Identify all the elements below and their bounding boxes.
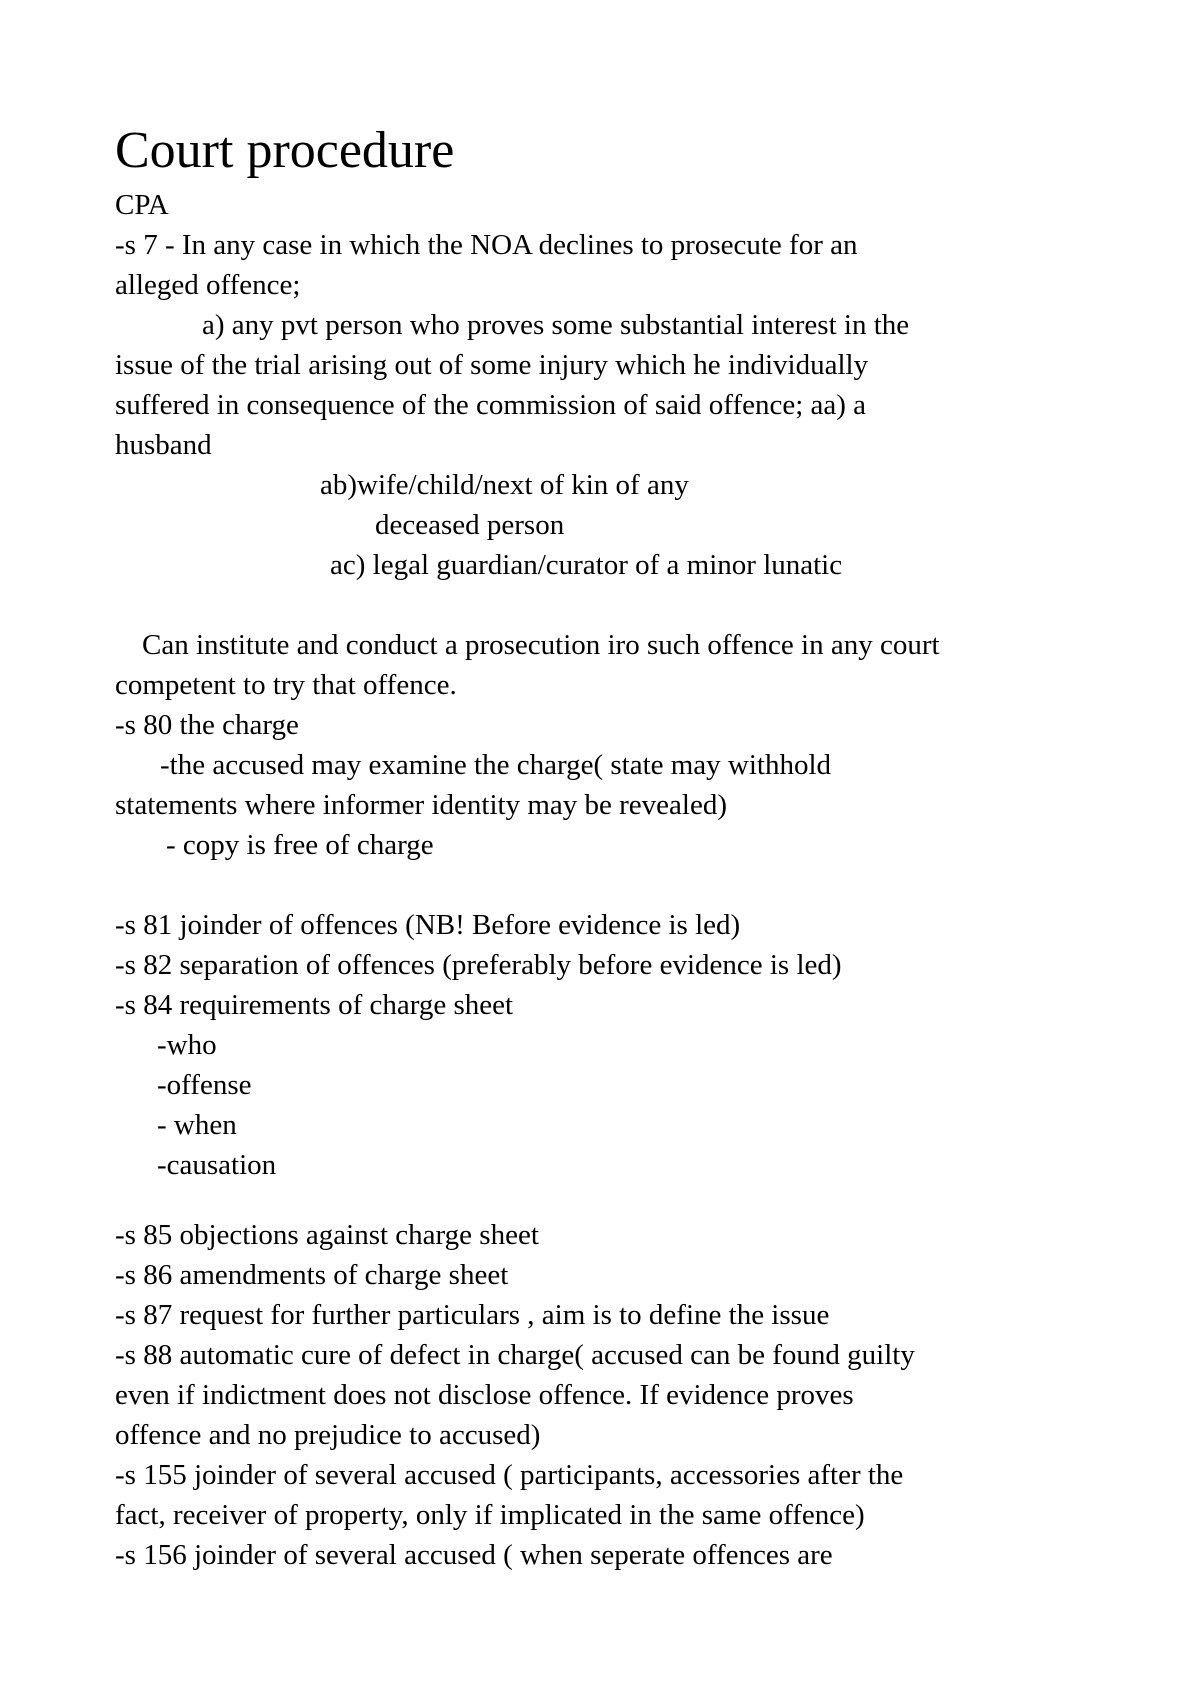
text-line: Can institute and conduct a prosecution iro such offence in any court [142, 629, 940, 661]
text-line: ab)wife/child/next of kin of any [320, 469, 689, 501]
text-line: statements where informer identity may be revealed) [115, 789, 727, 821]
text-line: -who [157, 1029, 217, 1061]
text-line: even if indictment does not disclose offence. If evidence proves [115, 1379, 854, 1411]
text-line: a) any pvt person who proves some substantial interest in the [202, 309, 910, 341]
text-line: CPA [115, 189, 169, 221]
text-line: fact, receiver of property, only if implicated in the same offence) [115, 1499, 865, 1531]
text-line: -s 80 the charge [115, 709, 299, 741]
text-line: -s 86 amendments of charge sheet [115, 1259, 509, 1291]
text-line: alleged offence; [115, 269, 301, 301]
text-line: competent to try that offence. [115, 669, 457, 701]
text-line: -s 156 joinder of several accused ( when seperate offences are [115, 1539, 833, 1571]
text-line: -s 155 joinder of several accused ( participants, accessories after the [115, 1459, 904, 1491]
page-title: Court procedure [115, 122, 455, 179]
text-line: husband [115, 429, 212, 461]
text-line: -s 82 separation of offences (preferably before evidence is led) [115, 949, 842, 981]
text-line: -s 87 request for further particulars , aim is to define the issue [115, 1299, 830, 1331]
text-line: issue of the trial arising out of some injury which he individually [115, 349, 869, 381]
text-line: ac) legal guardian/curator of a minor lunatic [330, 549, 843, 581]
text-line: -the accused may examine the charge( state may withhold [160, 749, 832, 781]
text-line: -s 81 joinder of offences (NB! Before evidence is led) [115, 909, 741, 941]
text-line: deceased person [375, 509, 565, 541]
text-line: offence and no prejudice to accused) [115, 1419, 541, 1451]
text-line: -s 7 - In any case in which the NOA declines to prosecute for an [115, 229, 858, 261]
text-line: - copy is free of charge [166, 829, 434, 861]
text-line: suffered in consequence of the commission of said offence; aa) a [115, 389, 867, 421]
text-line: -offense [157, 1069, 252, 1101]
text-line: - when [157, 1109, 237, 1141]
text-line: -s 84 requirements of charge sheet [115, 989, 514, 1021]
text-line: -s 88 automatic cure of defect in charge( accused can be found guilty [115, 1339, 915, 1371]
text-line: -s 85 objections against charge sheet [115, 1219, 539, 1251]
text-line: -causation [157, 1149, 277, 1181]
